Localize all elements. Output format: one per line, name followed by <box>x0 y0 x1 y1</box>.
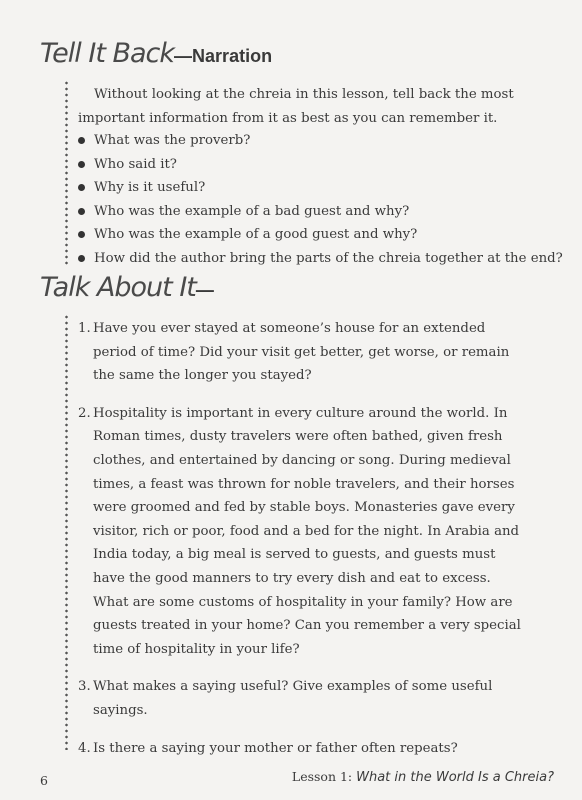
heading-dash: — <box>174 46 193 66</box>
discussion-question-list <box>78 317 526 774</box>
narration-title: Narration <box>192 46 273 66</box>
question-number: 4. <box>78 740 91 756</box>
talk-about-it-heading <box>40 272 214 303</box>
bullet-item: Who was the example of a good guest and why? <box>78 223 563 247</box>
bullet-item: Why is it useful? <box>78 176 563 200</box>
lesson-footer <box>292 769 554 785</box>
question-text: Hospitality is important in every culture around the world. In Roman times, dusty travelers were often bathed, given fresh clothes, and entertained by dancing or song. During medieval times, a feast was thrown for noble travelers, and their horses were groomed and fed by stable boys. Monasteries gave every visitor, rich or poor, food and a bed for the night. In Arabia and India today, a big meal is served to guests, and guests must have the good manners to try every dish and eat to excess. What are some customs of hospitality in your family? How are guests treated in your home? Can you remember a very special time of hospitality in your life? <box>93 405 521 657</box>
dotted-rule <box>65 80 68 266</box>
talk-about-it-title: Talk About It <box>40 272 196 303</box>
question-number: 1. <box>78 321 91 336</box>
question-item <box>78 675 526 722</box>
question-number: 2. <box>78 405 91 421</box>
bullet-item: Who said it? <box>78 153 563 177</box>
narration-heading <box>40 38 272 69</box>
question-item <box>78 737 526 761</box>
heading-dash: — <box>195 280 214 300</box>
question-item <box>78 317 526 388</box>
bullet-item: Who was the example of a bad guest and why? <box>78 200 563 224</box>
narration-bullet-list <box>78 129 563 271</box>
lesson-label: Lesson 1: <box>291 769 357 784</box>
narration-intro <box>78 83 518 130</box>
intro-paragraph: Without looking at the chreia in this lesson, tell back the most important information from it as best as you can remember it. <box>78 87 514 126</box>
question-text: What makes a saying useful? Give examples of some useful sayings. <box>93 679 493 718</box>
question-text: Have you ever stayed at someone’s house for an extended period of time? Did your visit get better, get worse, or remain the same the longer you stayed? <box>93 321 510 384</box>
question-text: Is there a saying your mother or father often repeats? <box>93 740 458 756</box>
bullet-item: What was the proverb? <box>78 129 563 153</box>
lesson-title: What in the World Is a Chreia? <box>356 770 554 785</box>
bullet-item: How did the author bring the parts of the chreia together at the end? <box>78 247 563 271</box>
page-number: 6 <box>40 773 48 788</box>
question-item <box>78 402 526 662</box>
dotted-rule <box>65 314 68 750</box>
question-number: 3. <box>78 679 91 695</box>
tell-it-back-title: Tell It Back <box>40 38 175 69</box>
